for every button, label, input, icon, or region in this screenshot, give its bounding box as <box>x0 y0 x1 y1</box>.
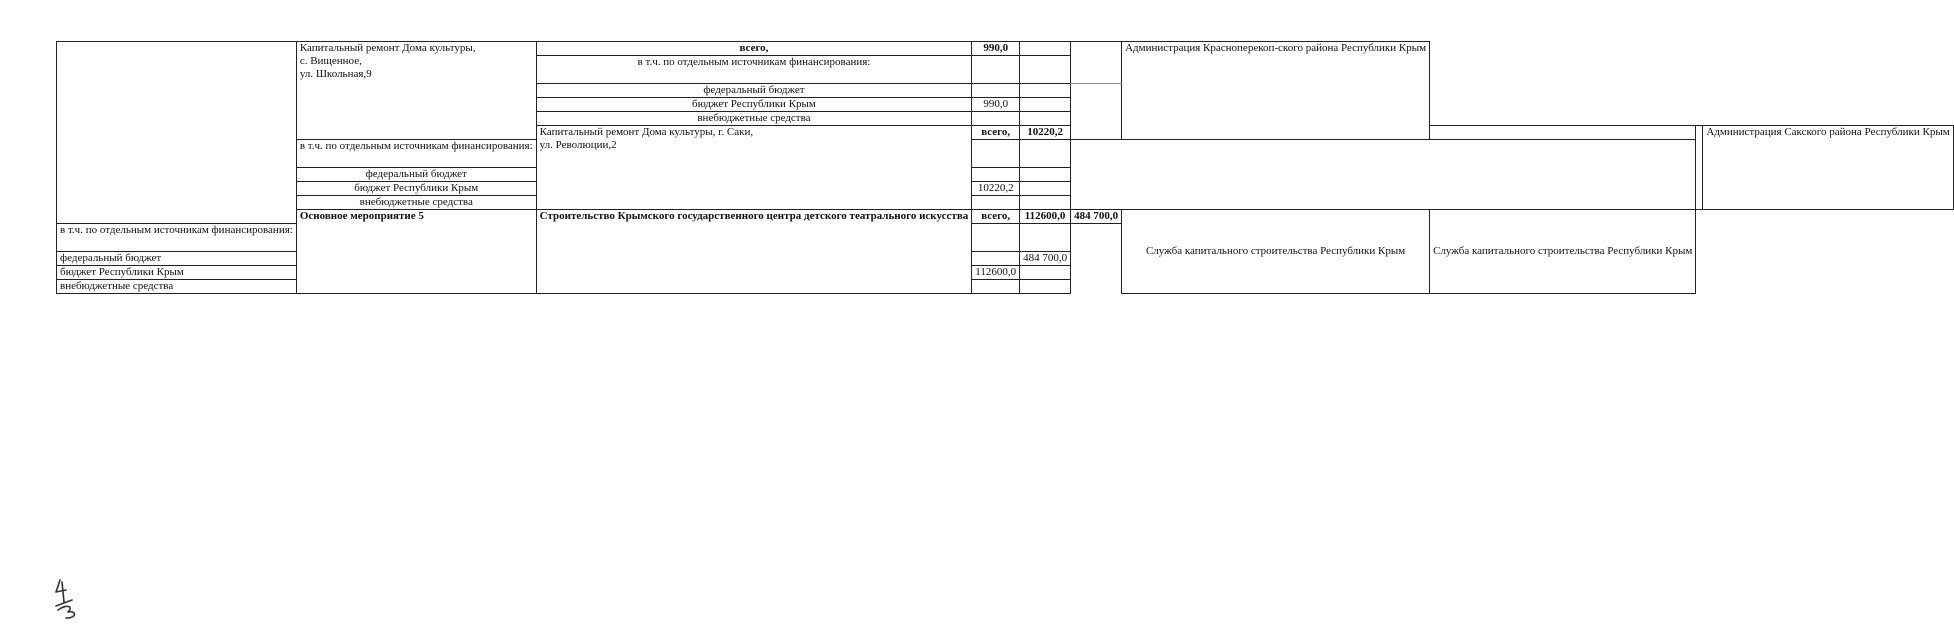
measure-cell <box>57 42 297 224</box>
object-cell: Строительство Крымского государственного центра детского театрального искусства <box>536 210 972 294</box>
offbudget-label: внебюджетные средства <box>57 280 297 294</box>
sources-label: в т.ч. по отдельным источникам финансирования: <box>536 56 972 84</box>
federal-label: федеральный бюджет <box>57 252 297 266</box>
organization-cell: Администрация Сакского района Республики Крым <box>1703 126 1953 210</box>
federal-value <box>972 84 1020 98</box>
republic-value-2 <box>1020 266 1071 280</box>
federal-value <box>972 252 1020 266</box>
republic-label: бюджет Республики Крым <box>57 266 297 280</box>
table-row <box>57 140 1954 168</box>
republic-value-2 <box>1020 182 1071 196</box>
executor-cell <box>1071 42 1122 84</box>
object-cell: Капитальный ремонт Дома культуры, с. Вищенное, ул. Школьная,9 <box>296 42 536 140</box>
total-value: 10220,2 <box>1020 126 1071 140</box>
total-value: 990,0 <box>972 42 1020 56</box>
federal-label: федеральный бюджет <box>536 84 972 98</box>
republic-value: 10220,2 <box>972 182 1020 196</box>
total-label: всего, <box>972 210 1020 224</box>
federal-value <box>972 168 1020 182</box>
republic-label: бюджет Республики Крым <box>536 98 972 112</box>
table-row <box>57 42 1954 56</box>
federal-value-2: 484 700,0 <box>1020 252 1071 266</box>
sources-label: в т.ч. по отдельным источникам финансирования: <box>57 224 297 252</box>
total-value-2 <box>1020 42 1071 56</box>
table-row <box>57 196 1954 210</box>
total-value-2 <box>1430 126 1696 140</box>
executor-cell: Служба капитального строительства Республики Крым <box>1122 210 1430 294</box>
total-value: 112600,0 <box>1020 210 1071 224</box>
offbudget-label: внебюджетные средства <box>296 196 536 210</box>
measure-cell: Основное мероприятие 5 <box>296 210 536 294</box>
total-value-2: 484 700,0 <box>1071 210 1122 224</box>
organization-cell: Служба капитального строительства Республики Крым <box>1430 210 1696 294</box>
federal-label: федеральный бюджет <box>296 168 536 182</box>
federal-value-2 <box>1020 84 1071 98</box>
executor-cell <box>1696 126 1703 210</box>
organization-cell: Администрация Красноперекоп-ского района Республики Крым <box>1122 42 1430 140</box>
object-cell: Капитальный ремонт Дома культуры, г. Саки, ул. Революции,2 <box>536 126 972 210</box>
total-label: всего, <box>972 126 1020 140</box>
federal-value-2 <box>1020 168 1071 182</box>
republic-value-2 <box>1020 98 1071 112</box>
republic-label: бюджет Республики Крым <box>296 182 536 196</box>
table-row <box>57 168 1954 182</box>
sources-label: в т.ч. по отдельным источникам финансирования: <box>296 140 536 168</box>
republic-value: 990,0 <box>972 98 1020 112</box>
offbudget-label: внебюджетные средства <box>536 112 972 126</box>
table-row <box>57 210 1954 224</box>
total-label: всего, <box>536 42 972 56</box>
budget-table <box>56 41 1954 294</box>
republic-value: 112600,0 <box>972 266 1020 280</box>
handwritten-page-number <box>52 576 92 622</box>
table-row <box>57 182 1954 196</box>
